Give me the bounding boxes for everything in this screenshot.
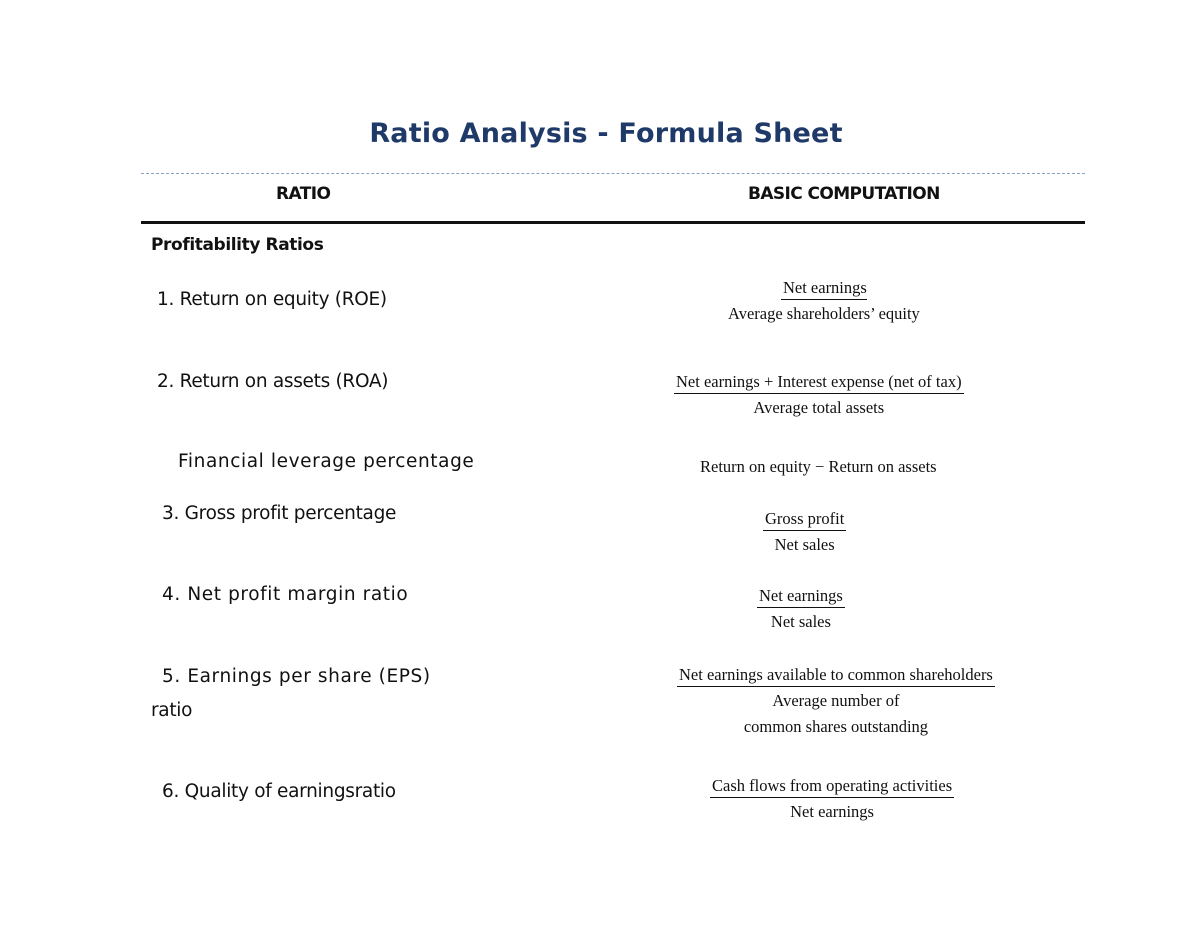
- net-profit-margin-denominator: Net sales: [770, 612, 831, 632]
- page-title: Ratio Analysis - Formula Sheet: [369, 118, 843, 149]
- leverage-formula: Return on equity − Return on assets: [700, 457, 937, 476]
- eps-label-continued: ratio: [151, 700, 193, 721]
- quality-of-earnings-formula: [710, 776, 954, 821]
- computation-column-header: BASIC COMPUTATION: [748, 184, 940, 204]
- roe-label: 1. Return on equity (ROE): [157, 289, 387, 310]
- dashed-divider: [141, 173, 1085, 174]
- gross-profit-denominator: Net sales: [774, 535, 835, 555]
- net-profit-margin-formula: [757, 586, 845, 631]
- ratio-column-header: RATIO: [276, 184, 331, 204]
- roa-label: 2. Return on assets (ROA): [157, 371, 389, 392]
- eps-formula: [677, 665, 995, 735]
- net-profit-margin-label: 4. Net profit margin ratio: [162, 584, 409, 605]
- eps-label: 5. Earnings per share (EPS): [162, 666, 431, 687]
- eps-denominator-line2: common shares outstanding: [743, 716, 929, 736]
- section-heading-profitability: Profitability Ratios: [151, 235, 324, 255]
- roe-formula: [728, 278, 920, 323]
- gross-profit-label: 3. Gross profit percentage: [162, 503, 397, 524]
- header-rule: [141, 221, 1085, 224]
- quality-of-earnings-numerator: Cash flows from operating activities: [710, 777, 954, 798]
- gross-profit-formula: [763, 509, 846, 554]
- roe-denominator: Average shareholders’ equity: [728, 304, 920, 324]
- eps-denominator-line1: Average number of: [772, 691, 900, 711]
- roa-formula: [674, 372, 964, 417]
- quality-of-earnings-denominator: Net earnings: [790, 802, 874, 822]
- eps-numerator: Net earnings available to common shareholders: [677, 666, 995, 687]
- gross-profit-numerator: Gross profit: [763, 510, 846, 531]
- net-profit-margin-numerator: Net earnings: [757, 587, 845, 608]
- quality-of-earnings-label: 6. Quality of earningsratio: [162, 781, 396, 802]
- roe-numerator: Net earnings: [781, 279, 867, 300]
- roa-denominator: Average total assets: [753, 398, 885, 418]
- leverage-label: Financial leverage percentage: [178, 451, 475, 472]
- roa-numerator: Net earnings + Interest expense (net of tax): [674, 373, 964, 394]
